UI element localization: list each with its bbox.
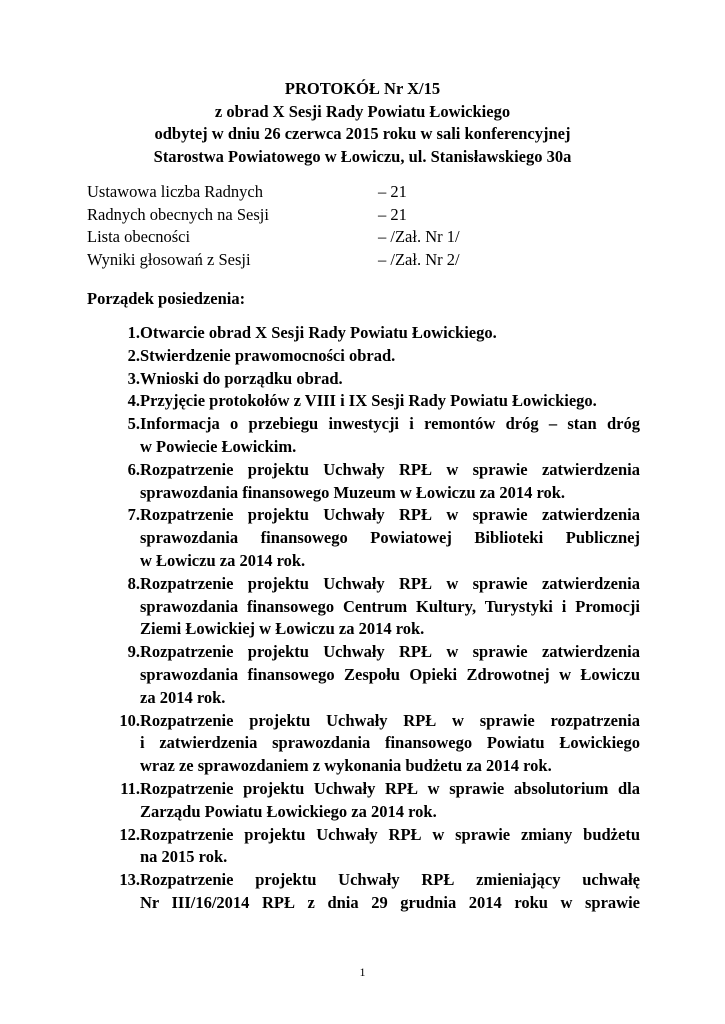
agenda-item-line: Rozpatrzenie projektu Uchwały RPŁ w sprawie zatwierdzenia bbox=[140, 573, 640, 593]
agenda-item-number-text: 3. bbox=[127, 368, 140, 388]
agenda-item-text bbox=[140, 345, 640, 368]
agenda-item bbox=[104, 573, 640, 641]
agenda-item-text bbox=[140, 459, 640, 505]
agenda-item-line: Stwierdzenie prawomocności obrad. bbox=[140, 345, 396, 365]
agenda-item-number-text: 9. bbox=[127, 642, 140, 662]
agenda-item-line: w Łowiczu za 2014 rok. bbox=[140, 550, 306, 570]
agenda-item-number bbox=[104, 390, 140, 413]
agenda-item-text bbox=[140, 869, 640, 915]
agenda-item-line: Rozpatrzenie projektu Uchwały RPŁ w sprawie zmiany budżetu bbox=[140, 824, 640, 844]
agenda-item-number-text: 13. bbox=[119, 870, 140, 890]
stat-label: Wyniki głosowań z Sesji bbox=[87, 249, 251, 269]
agenda-item bbox=[104, 710, 640, 778]
agenda-item-text bbox=[140, 413, 640, 459]
agenda-item-number-text: 7. bbox=[127, 505, 140, 525]
agenda-item-number bbox=[104, 824, 140, 847]
agenda-item bbox=[104, 504, 640, 572]
protocol-header bbox=[0, 78, 725, 168]
agenda-item-number bbox=[104, 778, 140, 801]
page-number: 1 bbox=[359, 965, 366, 979]
agenda-item-number-text: 4. bbox=[127, 391, 140, 411]
agenda-item-line: i zatwierdzenia sprawozdania finansowego Powiatu Łowickiego bbox=[140, 733, 640, 753]
agenda-item-number-text: 5. bbox=[127, 414, 140, 434]
stat-value: – 21 bbox=[378, 204, 407, 224]
agenda-item-number bbox=[104, 573, 140, 596]
agenda-item bbox=[104, 824, 640, 870]
agenda-item-text bbox=[140, 710, 640, 778]
stat-value: – 21 bbox=[378, 182, 407, 201]
agenda-item bbox=[104, 322, 640, 345]
agenda-item-number-text: 10. bbox=[119, 710, 140, 730]
agenda-item-line: Rozpatrzenie projektu Uchwały RPŁ w sprawie rozpatrzenia bbox=[140, 710, 640, 730]
agenda-item-number bbox=[104, 869, 140, 892]
agenda-list bbox=[104, 322, 640, 915]
stat-label: Lista obecności bbox=[87, 227, 191, 246]
agenda-item-line: Zarządu Powiatu Łowickiego za 2014 rok. bbox=[140, 801, 437, 821]
agenda-item-line: sprawozdania finansowego Muzeum w Łowiczu za 2014 rok. bbox=[140, 482, 566, 502]
agenda-item-number bbox=[104, 345, 140, 368]
agenda-item-number-text: 1. bbox=[127, 323, 140, 342]
agenda-item-number bbox=[104, 710, 140, 733]
stat-row bbox=[87, 181, 607, 204]
header-line-3: odbytej w dniu 26 czerwca 2015 roku w sali konferencyjnej bbox=[154, 124, 571, 143]
agenda-item-line: za 2014 rok. bbox=[140, 687, 226, 707]
agenda-item bbox=[104, 368, 640, 391]
session-stats bbox=[87, 181, 607, 271]
stat-value: – /Zał. Nr 2/ bbox=[378, 249, 460, 269]
agenda-item-number-text: 12. bbox=[119, 824, 140, 844]
agenda-item-line: sprawozdania finansowego Centrum Kultury, Turystyki i Promocji bbox=[140, 596, 640, 616]
protocol-title: PROTOKÓŁ Nr X/15 bbox=[284, 79, 441, 98]
agenda-item-line: Ziemi Łowickiej w Łowiczu za 2014 rok. bbox=[140, 619, 425, 639]
stat-row bbox=[87, 204, 607, 227]
agenda-item-line: Przyjęcie protokołów z VIII i IX Sesji Rady Powiatu Łowickiego. bbox=[140, 391, 597, 411]
agenda-item-line: Rozpatrzenie projektu Uchwały RPŁ w sprawie zatwierdzenia bbox=[140, 505, 640, 525]
agenda-item-line: Rozpatrzenie projektu Uchwały RPŁ zmieniający uchwałę bbox=[140, 870, 640, 890]
agenda-item-line: Wnioski do porządku obrad. bbox=[140, 368, 343, 388]
agenda-item-line: Rozpatrzenie projektu Uchwały RPŁ w sprawie zatwierdzenia bbox=[140, 459, 640, 479]
agenda-item bbox=[104, 459, 640, 505]
agenda-item-line: Informacja o przebiegu inwestycji i remontów dróg – stan dróg bbox=[140, 414, 640, 434]
agenda-item-line: Nr III/16/2014 RPŁ z dnia 29 grudnia 2014 roku w sprawie bbox=[140, 892, 640, 912]
agenda-item-text bbox=[140, 573, 640, 641]
agenda-item-text bbox=[140, 778, 640, 824]
agenda-item-number bbox=[104, 368, 140, 391]
agenda-item-number-text: 8. bbox=[127, 573, 140, 593]
agenda-title: Porządek posiedzenia: bbox=[87, 289, 246, 308]
header-line-4: Starostwa Powiatowego w Łowiczu, ul. Stanisławskiego 30a bbox=[153, 146, 572, 166]
agenda-item bbox=[104, 869, 640, 915]
agenda-item-line: wraz ze sprawozdaniem z wykonania budżetu za 2014 rok. bbox=[140, 756, 552, 776]
stat-value: – /Zał. Nr 1/ bbox=[378, 227, 460, 246]
agenda-item-number bbox=[104, 322, 140, 345]
agenda-item-line: Rozpatrzenie projektu Uchwały RPŁ w sprawie absolutorium dla bbox=[140, 778, 640, 798]
agenda-item-line: Otwarcie obrad X Sesji Rady Powiatu Łowickiego. bbox=[140, 323, 497, 342]
agenda-item-line: sprawozdania finansowego Powiatowej Biblioteki Publicznej bbox=[140, 528, 640, 548]
agenda-item-text bbox=[140, 390, 640, 413]
agenda-item bbox=[104, 641, 640, 709]
agenda-item-number bbox=[104, 413, 140, 436]
agenda-item bbox=[104, 390, 640, 413]
agenda-item-line: na 2015 rok. bbox=[140, 847, 228, 867]
header-line-2: z obrad X Sesji Rady Powiatu Łowickiego bbox=[214, 101, 511, 121]
agenda-item-number bbox=[104, 504, 140, 527]
agenda-item-text bbox=[140, 504, 640, 572]
agenda-item-number-text: 2. bbox=[127, 345, 140, 365]
stat-row bbox=[87, 249, 607, 272]
agenda-item-text bbox=[140, 322, 640, 345]
stat-row bbox=[87, 226, 607, 249]
agenda-item bbox=[104, 413, 640, 459]
agenda-item-line: sprawozdania finansowego Zespołu Opieki Zdrowotnej w Łowiczu bbox=[140, 664, 640, 684]
agenda-item-text bbox=[140, 824, 640, 870]
agenda-item-number bbox=[104, 459, 140, 482]
stat-label: Radnych obecnych na Sesji bbox=[87, 204, 269, 224]
agenda-item-line: w Powiecie Łowickim. bbox=[140, 436, 297, 456]
agenda-item bbox=[104, 345, 640, 368]
agenda-item-text bbox=[140, 641, 640, 709]
agenda-item bbox=[104, 778, 640, 824]
agenda-item-number-text: 11. bbox=[120, 778, 140, 798]
agenda-item-text bbox=[140, 368, 640, 391]
agenda-item-line: Rozpatrzenie projektu Uchwały RPŁ w sprawie zatwierdzenia bbox=[140, 642, 640, 662]
stat-label: Ustawowa liczba Radnych bbox=[87, 182, 263, 201]
agenda-item-number bbox=[104, 641, 140, 664]
agenda-item-number-text: 6. bbox=[127, 459, 140, 479]
